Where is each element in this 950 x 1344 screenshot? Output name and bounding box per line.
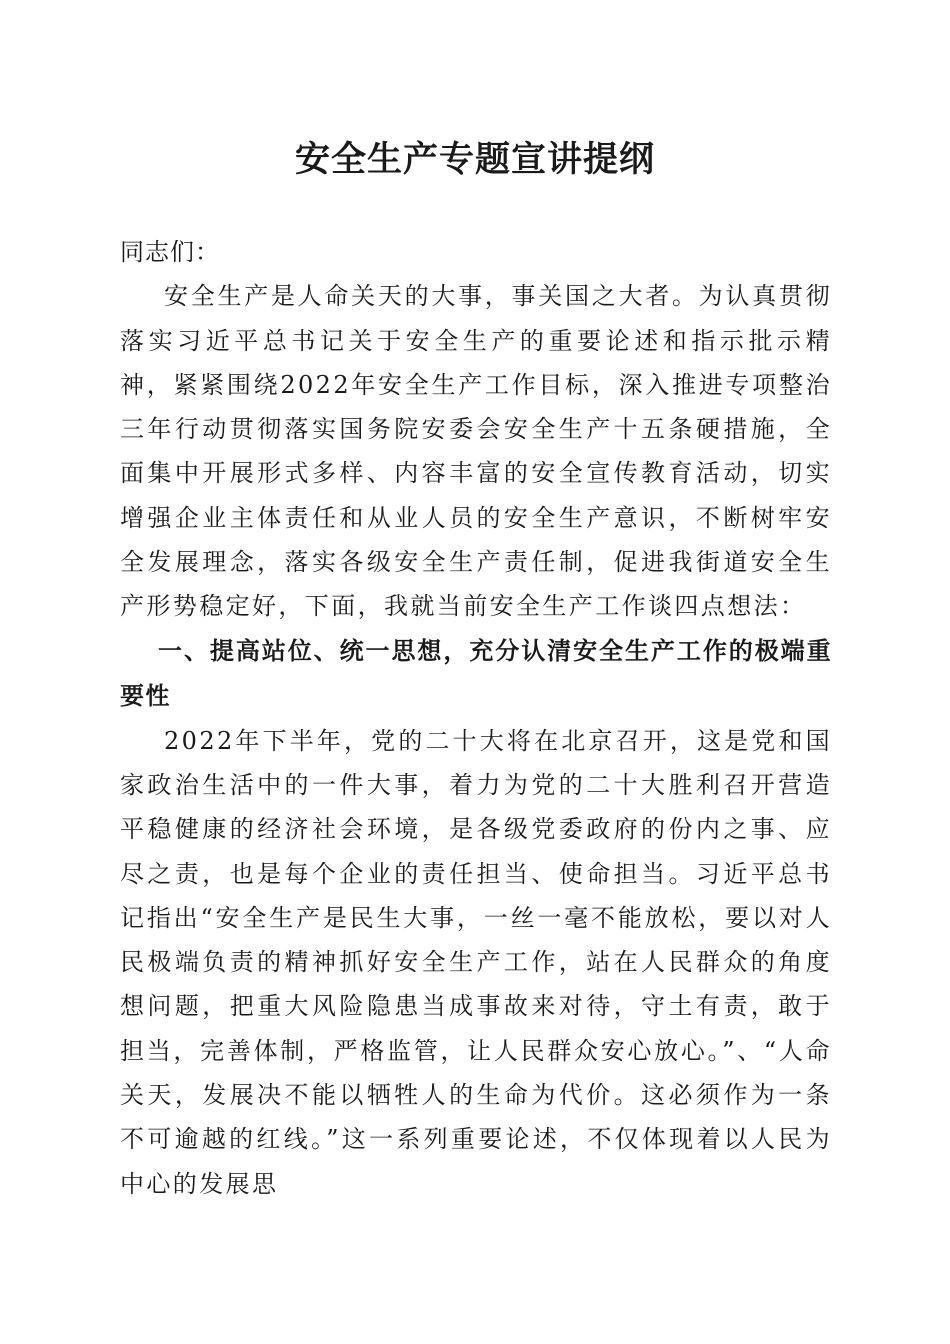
section-one-paragraph: 2022年下半年，党的二十大将在北京召开，这是党和国家政治生活中的一件大事，着力为党的二十大胜利召开营造平稳健康的经济社会环境，是各级党委政府的份内之事、应尽之责，也是每个企业的责任担当、使命担当。习近平总书记指出“安全生产是民生大事，一丝一毫不能放松，要以对人民极端负责的精神抓好安全生产工作，站在人民群众的角度想问题，把重大风险隐患当成事故来对待，守土有责，敢于担当，完善体制，严格监管，让人民群众安心放心。”、“人命关天，发展决不能以牺牲人的生命为代价。这必须作为一条不可逾越的红线。”这一系列重要论述，不仅体现着以人民为中心的发展思 xyxy=(120,726,832,1198)
document-body xyxy=(120,230,832,1206)
greeting: 同志们： xyxy=(120,238,220,266)
section-one-heading: 一、提高站位、统一思想，充分认清安全生产工作的极端重要性 xyxy=(120,636,832,710)
intro-paragraph: 安全生产是人命关天的大事，事关国之大者。为认真贯彻落实习近平总书记关于安全生产的重要论述和指示批示精神，紧紧围绕2022年安全生产工作目标，深入推进专项整治三年行动贯彻落实国务院安委会安全生产十五条硬措施，全面集中开展形式多样、内容丰富的安全宣传教育活动，切实增强企业主体责任和从业人员的安全生产意识，不断树牢安全发展理念，落实各级安全生产责任制，促进我街道安全生产形势稳定好，下面，我就当前安全生产工作谈四点想法： xyxy=(120,282,832,621)
document-title: 安全生产专题宣讲提纲 xyxy=(294,140,655,180)
